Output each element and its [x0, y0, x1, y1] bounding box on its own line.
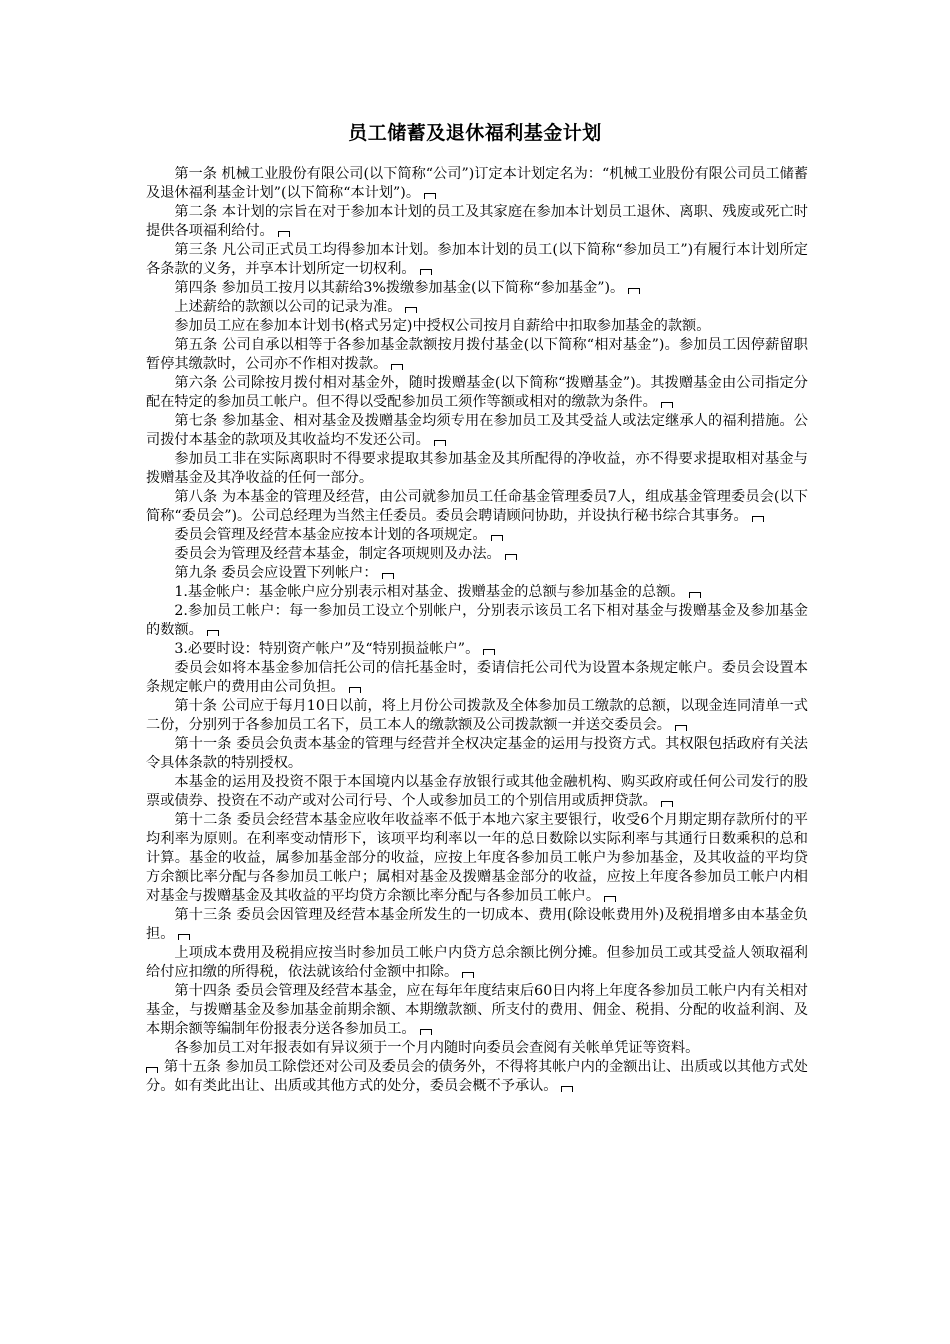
paragraph-mark-icon: [382, 573, 394, 579]
paragraph-mark-icon: [483, 649, 495, 655]
paragraph-text: 第十五条 参加员工除偿还对公司及委员会的债务外，不得将其帐户内的金额出让、出质或以其他方式处分。如有类此出让、出质或其他方式的处分，委员会概不予承认。: [146, 1059, 808, 1094]
paragraph: [146, 317, 808, 336]
paragraph-text: 第四条 参加员工按月以其薪给3%拨缴参加基金(以下简称“参加基金”)。: [174, 280, 625, 296]
paragraph-mark-icon: [462, 972, 474, 978]
paragraph-text: 委员会如将本基金参加信托公司的信托基金时，委请信托公司代为设置本条规定帐户。委员会设置本条规定帐户的费用由公司负担。: [146, 660, 808, 695]
paragraph-text: 第十三条 委员会因管理及经营本基金所发生的一切成本、费用(除设帐费用外)及税捐增多由本基金负担。: [146, 907, 808, 942]
paragraph-text: 第六条 公司除按月拨付相对基金外，随时拨赠基金(以下简称“拨赠基金”)。其拨赠基金由公司指定分配在特定的参加员工帐户。但不得以受配参加员工须作等额或相对的缴款为条件。: [146, 375, 808, 410]
paragraph-text: 3.必要时设：特别资产帐户”及“特别损益帐户”。: [174, 641, 480, 657]
paragraph-text: 参加员工非在实际离职时不得要求提取其参加基金及其所配得的净收益，亦不得要求提取相对基金与拨赠基金及其净收益的任何一部分。: [146, 451, 808, 486]
paragraph-mark-icon: [434, 440, 446, 446]
paragraph-text: 第五条 公司自承以相等于各参加基金款额按月拨付基金(以下简称“相对基金”)。参加员工因停薪留职暂停其缴款时，公司亦不作相对拨款。: [146, 337, 808, 372]
paragraph-mark-icon: [420, 269, 432, 275]
paragraph-mark-icon: [146, 1067, 158, 1073]
paragraph: [146, 412, 808, 450]
paragraph-text: 第九条 委员会应设置下列帐户：: [174, 565, 378, 581]
paragraph-text: 上述薪给的款额以公司的记录为准。: [174, 299, 402, 315]
paragraph: [146, 811, 808, 906]
paragraph-mark-icon: [405, 307, 417, 313]
paragraph-text: 第一条 机械工业股份有限公司(以下简称“公司”)订定本计划定名为：“机械工业股份有限公司员工储蓄及退休福利基金计划”(以下简称“本计划”)。: [146, 166, 808, 201]
paragraph-mark-icon: [661, 402, 673, 408]
paragraph: [146, 336, 808, 374]
paragraph-mark-icon: [628, 288, 640, 294]
paragraph-text: 本基金的运用及投资不限于本国境内以基金存放银行或其他金融机构、购买政府或任何公司发行的股票或债券、投资在不动产或对公司行号、个人或参加员工的个别信用或质押贷款。: [146, 774, 808, 809]
paragraph-mark-icon: [604, 896, 616, 902]
paragraph-mark-icon: [278, 231, 290, 237]
paragraph-mark-icon: [420, 1029, 432, 1035]
paragraph-text: 第七条 参加基金、相对基金及拨赠基金均须专用在参加员工及其受益人或法定继承人的福利措施。公司拨付本基金的款项及其收益均不发还公司。: [146, 413, 808, 448]
paragraph-mark-icon: [505, 554, 517, 560]
paragraph: [146, 735, 808, 773]
paragraph-mark-icon: [561, 1086, 573, 1092]
paragraph: [146, 165, 808, 203]
paragraph: [146, 279, 808, 298]
paragraph-mark-icon: [349, 687, 361, 693]
paragraph-text: 第八条 为本基金的管理及经营，由公司就参加员工任命基金管理委员7人，组成基金管理委员会(以下简称“委员会”)。公司总经理为当然主任委员。委员会聘请顾问协助，并设执行秘书综合其事务。: [146, 489, 808, 524]
paragraph-mark-icon: [424, 193, 436, 199]
paragraph: [146, 241, 808, 279]
paragraph-mark-icon: [207, 630, 219, 636]
paragraph-mark-icon: [689, 592, 701, 598]
paragraph: [146, 564, 808, 583]
paragraph-text: 第十四条 委员会管理及经营本基金，应在每年年度结束后60日内将上年度各参加员工帐户内有关相对基金，与拨赠基金及参加基金前期余额、本期缴款额、所支付的费用、佣金、税捐、分配的收益利润、及本期余额等编制年份报表分送各参加员工。: [146, 983, 808, 1037]
paragraph: [146, 374, 808, 412]
paragraph: [146, 488, 808, 526]
document-title: 员工储蓄及退休福利基金计划: [348, 122, 602, 144]
paragraph: [146, 545, 808, 564]
paragraph-mark-icon: [491, 535, 503, 541]
paragraph-mark-icon: [178, 934, 190, 940]
paragraph: [146, 203, 808, 241]
paragraph: [146, 640, 808, 659]
paragraph-text: 委员会管理及经营本基金应按本计划的各项规定。: [174, 527, 487, 543]
paragraph: [146, 602, 808, 640]
paragraph: [146, 906, 808, 944]
paragraph: [146, 659, 808, 697]
paragraph-mark-icon: [752, 516, 764, 522]
paragraph-mark-icon: [661, 801, 673, 807]
paragraph-text: 各参加员工对年报表如有异议须于一个月内随时向委员会查阅有关帐单凭证等资料。: [174, 1040, 700, 1056]
paragraph: [146, 697, 808, 735]
paragraph-text: 第十一条 委员会负责本基金的管理与经营并全权决定基金的运用与投资方式。其权限包括政府有关法令具体条款的特别授权。: [146, 736, 808, 771]
paragraph-text: 第十二条 委员会经营本基金应收年收益率不低于本地六家主要银行，收受6个月期定期存款所付的平均利率为原则。在利率变动情形下，该项平均利率以一年的总日数除以实际利率与其通行日数乘积的总和计算。基金的收益，属参加基金部分的收益，应按上年度各参加员工帐户为参加基金，及其收益的平均贷方余额比率分配与各参加员工帐户；属相对基金及拨赠基金部分的收益，应按上年度各参加员工帐户内相对基金与拨赠基金及其收益的平均贷方余额比率分配与各参加员工帐户。: [146, 812, 808, 904]
paragraph-text: 第十条 公司应于每月10日以前，将上月份公司拨款及全体参加员工缴款的总额，以现金连同清单一式二份，分别列于各参加员工名下，员工本人的缴款额及公司拨款额一并送交委员会。: [146, 698, 808, 733]
paragraph-text: 1.基金帐户：基金帐户应分别表示相对基金、拨赠基金的总额与参加基金的总额。: [174, 584, 685, 600]
paragraph: [146, 773, 808, 811]
paragraph-text: 参加员工应在参加本计划书(格式另定)中授权公司按月自薪给中扣取参加基金的款额。: [174, 318, 711, 334]
paragraph: [146, 1058, 808, 1096]
document-body: [146, 165, 808, 1096]
paragraph-text: 委员会为管理及经营本基金，制定各项规则及办法。: [174, 546, 501, 562]
paragraph-text: 第二条 本计划的宗旨在对于参加本计划的员工及其家庭在参加本计划员工退休、离职、残废或死亡时提供各项福利给付。: [146, 204, 808, 239]
paragraph-text: 2.参加员工帐户：每一参加员工设立个别帐户，分别表示该员工名下相对基金与拨赠基金及参加基金的数额。: [146, 603, 808, 638]
paragraph: [146, 944, 808, 982]
paragraph-mark-icon: [391, 364, 403, 370]
paragraph: [146, 1039, 808, 1058]
paragraph: [146, 583, 808, 602]
paragraph-mark-icon: [675, 725, 687, 731]
paragraph: [146, 526, 808, 545]
paragraph-text: 第三条 凡公司正式员工均得参加本计划。参加本计划的员工(以下简称“参加员工”)有履行本计划所定各条款的义务，并享本计划所定一切权利。: [146, 242, 808, 277]
paragraph: [146, 298, 808, 317]
paragraph-text: 上项成本费用及税捐应按当时参加员工帐户内贷方总余额比例分摊。但参加员工或其受益人领取福利给付应扣缴的所得税，依法就该给付金额中扣除。: [146, 945, 808, 980]
paragraph: [146, 982, 808, 1039]
paragraph: [146, 450, 808, 488]
